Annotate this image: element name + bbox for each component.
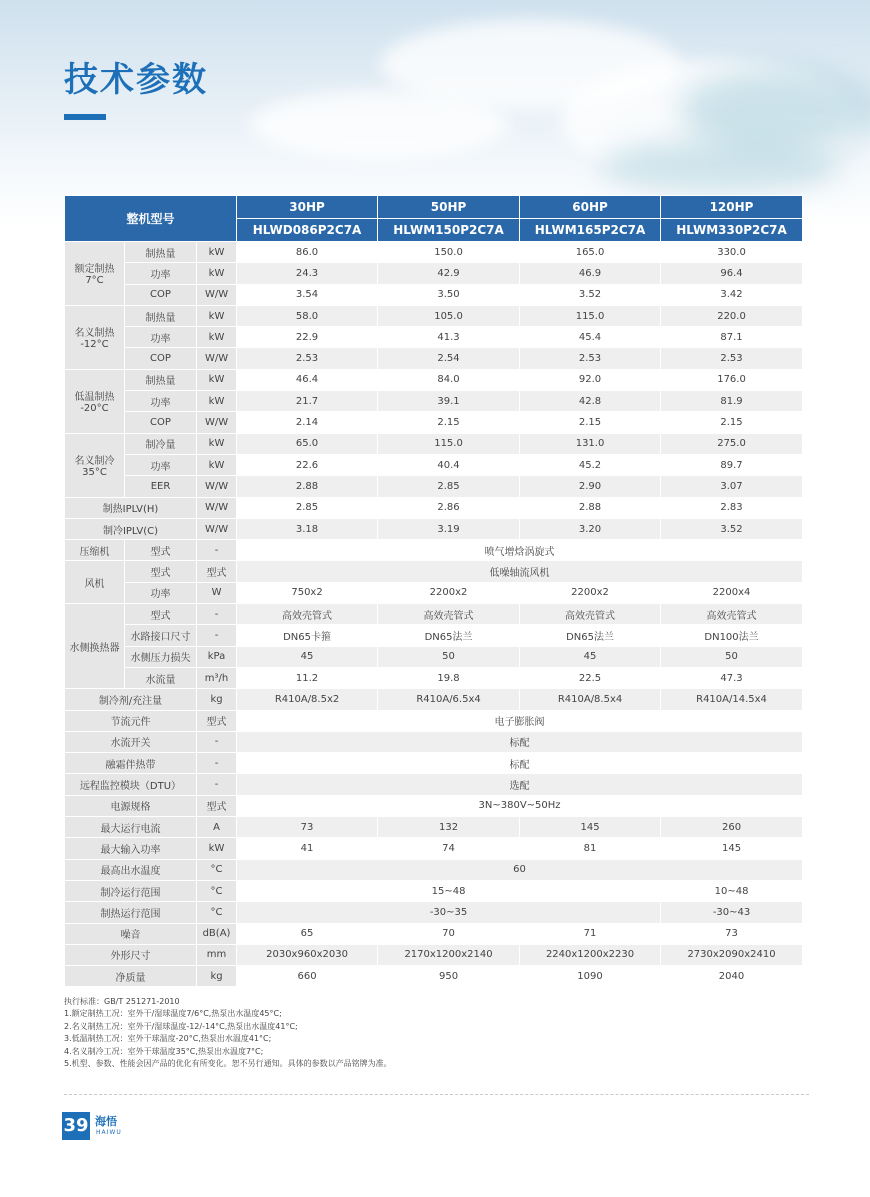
cell: 2.83	[661, 497, 803, 518]
table-row	[65, 454, 803, 475]
cell: 2170x1200x2140	[378, 944, 520, 965]
table-row	[65, 774, 803, 795]
table-row	[65, 604, 803, 625]
row-unit: kW	[197, 838, 237, 859]
row-unit: kW	[197, 433, 237, 454]
cell: 165.0	[520, 242, 661, 263]
row-label: 制冷运行范围	[65, 880, 197, 901]
group-fan: 风机	[65, 561, 125, 604]
cell: 40.4	[378, 454, 520, 475]
row-label: 型式	[125, 540, 197, 561]
hp-30: 30HP	[237, 196, 378, 219]
cell: -30~35	[237, 902, 661, 923]
cell: 39.1	[378, 391, 520, 412]
row-label: COP	[125, 348, 197, 369]
cell: 2200x4	[661, 582, 803, 603]
table-row	[65, 710, 803, 731]
row-label: 水路接口尺寸	[125, 625, 197, 646]
table-row	[65, 327, 803, 348]
cell: 131.0	[520, 433, 661, 454]
cell: 132	[378, 817, 520, 838]
cell: 89.7	[661, 454, 803, 475]
cell: 24.3	[237, 263, 378, 284]
note-line: 1.额定制热工况：室外干/湿球温度7/6°C,热泵出水温度45°C;	[64, 1009, 282, 1019]
row-label: 制冷IPLV(C)	[65, 518, 197, 539]
cell: 2.88	[237, 476, 378, 497]
footnotes	[64, 996, 392, 1070]
cell: 46.4	[237, 369, 378, 390]
row-label: 最大运行电流	[65, 817, 197, 838]
table-row	[65, 518, 803, 539]
row-label: 制热IPLV(H)	[65, 497, 197, 518]
cell: 42.8	[520, 391, 661, 412]
table-row	[65, 284, 803, 305]
cell: 2.53	[520, 348, 661, 369]
model-2: HLWM150P2C7A	[378, 219, 520, 242]
table-row	[65, 859, 803, 880]
row-label: 远程监控模块（DTU）	[65, 774, 197, 795]
row-unit: kPa	[197, 646, 237, 667]
note-line: 3.低温制热工况：室外干球温度-20°C,热泵出水温度41°C;	[64, 1034, 272, 1044]
cell: 3.19	[378, 518, 520, 539]
row-unit: kW	[197, 305, 237, 326]
table-row	[65, 348, 803, 369]
cell: 74	[378, 838, 520, 859]
cell: 70	[378, 923, 520, 944]
note-line: 执行标准：GB/T 251271-2010	[64, 997, 180, 1006]
cell: 42.9	[378, 263, 520, 284]
row-label: 型式	[125, 561, 197, 582]
cell: 3.52	[520, 284, 661, 305]
table-row	[65, 433, 803, 454]
cell: DN65法兰	[520, 625, 661, 646]
cell: 71	[520, 923, 661, 944]
row-unit: W/W	[197, 476, 237, 497]
cell: R410A/14.5x4	[661, 689, 803, 710]
cell: 2.85	[378, 476, 520, 497]
row-unit: kW	[197, 369, 237, 390]
cell: 2.85	[237, 497, 378, 518]
row-label: 水流开关	[65, 731, 197, 752]
cell: 65	[237, 923, 378, 944]
cell: DN65卡箍	[237, 625, 378, 646]
cell: 50	[661, 646, 803, 667]
hp-120: 120HP	[661, 196, 803, 219]
row-label: 制热运行范围	[65, 902, 197, 923]
cell: 84.0	[378, 369, 520, 390]
cell: 11.2	[237, 667, 378, 688]
row-label: 功率	[125, 582, 197, 603]
page-number: 39	[62, 1112, 90, 1140]
cell: 3N~380V~50Hz	[237, 795, 803, 816]
note-line: 4.名义制冷工况：室外干球温度35°C,热泵出水温度7°C;	[64, 1046, 264, 1056]
row-unit: -	[197, 753, 237, 774]
cell: 2040	[661, 966, 803, 987]
cell: 电子膨胀阀	[237, 710, 803, 731]
row-unit: m³/h	[197, 667, 237, 688]
divider	[64, 1094, 809, 1095]
header-hp-row	[65, 196, 803, 219]
cell: 3.42	[661, 284, 803, 305]
cell: 2.86	[378, 497, 520, 518]
spec-table	[64, 195, 803, 987]
row-unit: °C	[197, 902, 237, 923]
cell: DN65法兰	[378, 625, 520, 646]
cell: 176.0	[661, 369, 803, 390]
row-unit: W	[197, 582, 237, 603]
cell: 2.53	[237, 348, 378, 369]
row-unit: 型式	[197, 710, 237, 731]
table-row	[65, 731, 803, 752]
cell: -30~43	[661, 902, 803, 923]
cell: 81.9	[661, 391, 803, 412]
row-unit: -	[197, 540, 237, 561]
group-low-heat: 低温制热 -20°C	[65, 369, 125, 433]
row-unit: A	[197, 817, 237, 838]
table-row	[65, 412, 803, 433]
cell: 73	[237, 817, 378, 838]
cell: 2200x2	[378, 582, 520, 603]
cell: 2030x960x2030	[237, 944, 378, 965]
table-row	[65, 966, 803, 987]
brand-logo-en: HAIWU	[96, 1129, 122, 1136]
row-unit: kg	[197, 689, 237, 710]
cell: 330.0	[661, 242, 803, 263]
title-underline	[64, 114, 106, 120]
table-row	[65, 263, 803, 284]
group-compressor: 压缩机	[65, 540, 125, 561]
row-label: 型式	[125, 604, 197, 625]
row-label: 水流量	[125, 667, 197, 688]
row-label: 节流元件	[65, 710, 197, 731]
row-unit: kW	[197, 327, 237, 348]
row-label: 制热量	[125, 305, 197, 326]
row-label: COP	[125, 412, 197, 433]
cell: 45.2	[520, 454, 661, 475]
row-label: 功率	[125, 391, 197, 412]
row-unit: W/W	[197, 518, 237, 539]
note-line: 5.机型、参数、性能会因产品的优化有所变化。恕不另行通知。具体的参数以产品铭牌为准。	[64, 1059, 392, 1069]
cell: 15~48	[237, 880, 661, 901]
row-label: 净质量	[65, 966, 197, 987]
model-1: HLWD086P2C7A	[237, 219, 378, 242]
cell: 60	[237, 859, 803, 880]
row-unit: -	[197, 604, 237, 625]
table-row	[65, 817, 803, 838]
row-label: 功率	[125, 263, 197, 284]
cell: 标配	[237, 731, 803, 752]
row-label: 最大输入功率	[65, 838, 197, 859]
hp-50: 50HP	[378, 196, 520, 219]
cell: 41.3	[378, 327, 520, 348]
cell: 145	[520, 817, 661, 838]
row-label: 功率	[125, 327, 197, 348]
cell: 950	[378, 966, 520, 987]
cell: 喷气增焓涡旋式	[237, 540, 803, 561]
cell: 47.3	[661, 667, 803, 688]
cell: 86.0	[237, 242, 378, 263]
cell: 10~48	[661, 880, 803, 901]
table-row	[65, 391, 803, 412]
cell: 220.0	[661, 305, 803, 326]
row-label: 制热量	[125, 369, 197, 390]
group-nominal-heat: 名义制热 -12°C	[65, 305, 125, 369]
cell: 3.20	[520, 518, 661, 539]
cell: 750x2	[237, 582, 378, 603]
cell: 105.0	[378, 305, 520, 326]
cell: 2.54	[378, 348, 520, 369]
cell: 115.0	[378, 433, 520, 454]
cell: 115.0	[520, 305, 661, 326]
row-unit: kW	[197, 391, 237, 412]
row-unit: dB(A)	[197, 923, 237, 944]
cell: 81	[520, 838, 661, 859]
row-unit: °C	[197, 859, 237, 880]
row-label: 制热量	[125, 242, 197, 263]
cell: 低噪轴流风机	[237, 561, 803, 582]
cell: R410A/8.5x2	[237, 689, 378, 710]
cell: 22.6	[237, 454, 378, 475]
cell: 45	[520, 646, 661, 667]
row-unit: W/W	[197, 284, 237, 305]
cell: 58.0	[237, 305, 378, 326]
cell: DN100法兰	[661, 625, 803, 646]
row-unit: 型式	[197, 795, 237, 816]
table-row	[65, 667, 803, 688]
table-row	[65, 369, 803, 390]
group-water-hx: 水侧换热器	[65, 604, 125, 689]
cell: 标配	[237, 753, 803, 774]
row-unit: -	[197, 731, 237, 752]
cell: 45.4	[520, 327, 661, 348]
row-label: 制冷剂/充注量	[65, 689, 197, 710]
cell: R410A/6.5x4	[378, 689, 520, 710]
row-unit: kW	[197, 263, 237, 284]
cell: 260	[661, 817, 803, 838]
cell: R410A/8.5x4	[520, 689, 661, 710]
cell: 高效壳管式	[520, 604, 661, 625]
row-unit: kW	[197, 242, 237, 263]
table-row	[65, 305, 803, 326]
table-row	[65, 923, 803, 944]
cell: 73	[661, 923, 803, 944]
table-row	[65, 242, 803, 263]
cell: 高效壳管式	[378, 604, 520, 625]
model-label: 整机型号	[65, 196, 237, 242]
cell: 2730x2090x2410	[661, 944, 803, 965]
row-unit: °C	[197, 880, 237, 901]
row-label: 噪音	[65, 923, 197, 944]
cell: 660	[237, 966, 378, 987]
cell: 50	[378, 646, 520, 667]
group-nominal-cool: 名义制冷 35°C	[65, 433, 125, 497]
cell: 41	[237, 838, 378, 859]
row-unit: W/W	[197, 348, 237, 369]
table-row	[65, 902, 803, 923]
row-label: EER	[125, 476, 197, 497]
cell: 2.14	[237, 412, 378, 433]
row-unit: mm	[197, 944, 237, 965]
table-row	[65, 880, 803, 901]
cell: 3.54	[237, 284, 378, 305]
cell: 2.90	[520, 476, 661, 497]
cell: 2.15	[378, 412, 520, 433]
row-label: 制冷量	[125, 433, 197, 454]
cell: 2.15	[520, 412, 661, 433]
table-row	[65, 497, 803, 518]
page-title: 技术参数	[64, 60, 208, 100]
cell: 2.53	[661, 348, 803, 369]
row-unit: W/W	[197, 412, 237, 433]
row-unit: -	[197, 625, 237, 646]
cell: 3.18	[237, 518, 378, 539]
brand-logo-cn: 海悟	[95, 1115, 117, 1128]
table-row	[65, 625, 803, 646]
cell: 45	[237, 646, 378, 667]
row-unit: W/W	[197, 497, 237, 518]
model-4: HLWM330P2C7A	[661, 219, 803, 242]
cell: 22.5	[520, 667, 661, 688]
cell: 150.0	[378, 242, 520, 263]
row-unit: kg	[197, 966, 237, 987]
cell: 21.7	[237, 391, 378, 412]
cell: 46.9	[520, 263, 661, 284]
table-row	[65, 944, 803, 965]
cell: 145	[661, 838, 803, 859]
table-row	[65, 561, 803, 582]
row-label: 电源规格	[65, 795, 197, 816]
table-row	[65, 795, 803, 816]
row-unit: kW	[197, 454, 237, 475]
cell: 2.15	[661, 412, 803, 433]
table-row	[65, 753, 803, 774]
cell: 高效壳管式	[237, 604, 378, 625]
row-unit: 型式	[197, 561, 237, 582]
table-row	[65, 476, 803, 497]
cell: 19.8	[378, 667, 520, 688]
table-row	[65, 540, 803, 561]
cell: 65.0	[237, 433, 378, 454]
model-3: HLWM165P2C7A	[520, 219, 661, 242]
row-label: 外形尺寸	[65, 944, 197, 965]
cell: 2240x1200x2230	[520, 944, 661, 965]
cell: 3.52	[661, 518, 803, 539]
cell: 3.50	[378, 284, 520, 305]
cell: 2.88	[520, 497, 661, 518]
cell: 87.1	[661, 327, 803, 348]
cell: 275.0	[661, 433, 803, 454]
row-label: 融霜伴热带	[65, 753, 197, 774]
row-label: COP	[125, 284, 197, 305]
row-label: 水侧压力损失	[125, 646, 197, 667]
cell: 2200x2	[520, 582, 661, 603]
table-row	[65, 582, 803, 603]
table-row	[65, 646, 803, 667]
group-rated-heat: 额定制热 7°C	[65, 242, 125, 306]
cell: 3.07	[661, 476, 803, 497]
cell: 高效壳管式	[661, 604, 803, 625]
row-label: 功率	[125, 454, 197, 475]
cell: 1090	[520, 966, 661, 987]
row-unit: -	[197, 774, 237, 795]
row-label: 最高出水温度	[65, 859, 197, 880]
cell: 96.4	[661, 263, 803, 284]
hp-60: 60HP	[520, 196, 661, 219]
cell: 92.0	[520, 369, 661, 390]
table-row	[65, 689, 803, 710]
cell: 选配	[237, 774, 803, 795]
table-row	[65, 838, 803, 859]
cell: 22.9	[237, 327, 378, 348]
note-line: 2.名义制热工况：室外干/湿球温度-12/-14°C,热泵出水温度41°C;	[64, 1021, 298, 1031]
